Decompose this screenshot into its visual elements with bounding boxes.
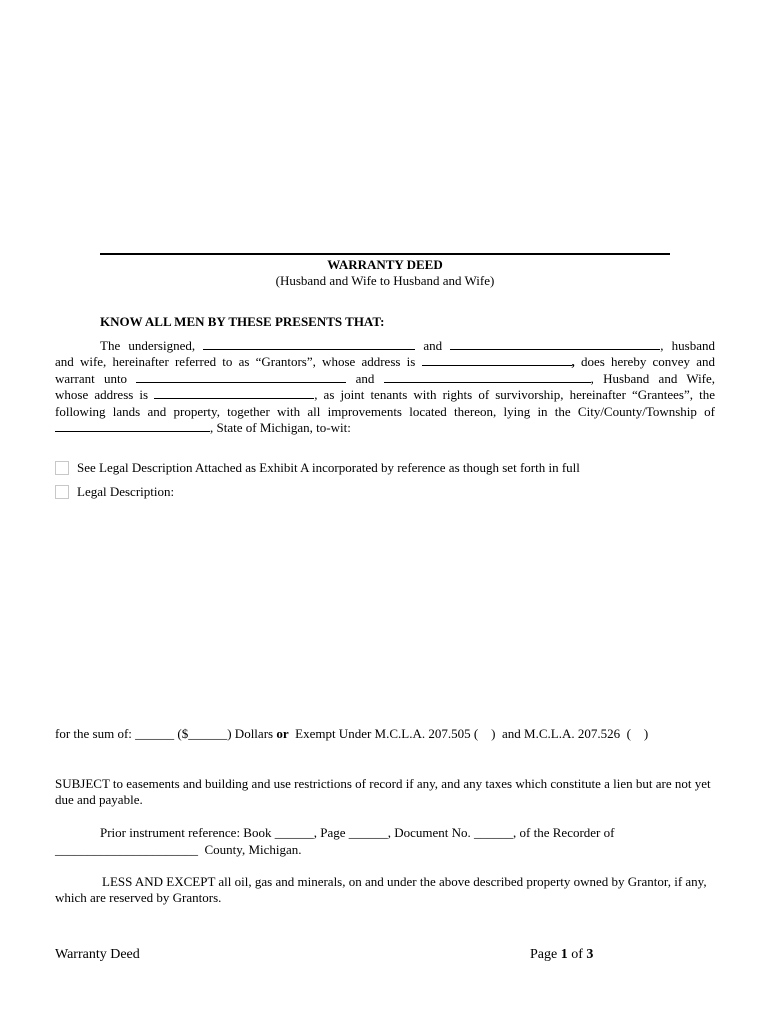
less-and-except-paragraph: LESS AND EXCEPT all oil, gas and minerals, on and under the above described property owned by Grantor, if any, which are reserved by Grantors. (55, 874, 707, 906)
consideration-line: for the sum of: ______ ($______) Dollars or Exempt Under M.C.L.A. 207.505 ( ) and M.C.L.A. 207.526 ( ) (55, 726, 649, 741)
subject-paragraph: SUBJECT to easements and building and use restrictions of record if any, and any taxes which constitute a lien but are not yet due and payable. (55, 776, 711, 808)
para-line-4: whose address is , as joint tenants with rights of survivorship, hereinafter “Grantees”, the (55, 387, 715, 403)
conveyance-paragraph (55, 338, 715, 436)
prior-instrument-line-2: ______________________ County, Michigan. (55, 842, 302, 857)
document-title: WARRANTY DEED (327, 257, 443, 272)
legal-description-option[interactable] (55, 484, 174, 500)
para-line-5: following lands and property, together with all improvements located thereon, lying in the City/County/Township of (55, 403, 715, 419)
footer-title: Warranty Deed (55, 947, 140, 962)
exhibit-a-label: See Legal Description Attached as Exhibit A incorporated by reference as though set forth in full (77, 460, 580, 475)
municipality-blank[interactable] (55, 420, 210, 432)
grantor-2-blank[interactable] (450, 338, 660, 350)
grantor-1-blank[interactable] (203, 338, 415, 350)
exhibit-a-checkbox[interactable] (55, 461, 69, 475)
prior-instrument-line-1: Prior instrument reference: Book ______, Page ______, Document No. ______, of the Recorder of (100, 825, 615, 840)
know-all-men-heading: KNOW ALL MEN BY THESE PRESENTS THAT: (100, 314, 385, 329)
para-line-6: , State of Michigan, to-wit: (55, 420, 715, 436)
grantee-2-blank[interactable] (384, 371, 591, 383)
para-line-2: and wife, hereinafter referred to as “Grantors”, whose address is , does hereby convey and (55, 354, 716, 370)
page-indicator: Page 1 of 3 (530, 947, 594, 962)
header-rule (100, 253, 670, 255)
legal-description-label: Legal Description: (77, 484, 175, 499)
exhibit-a-option[interactable] (55, 460, 580, 476)
para-line-1: The undersigned, and , husband (100, 338, 715, 353)
grantee-address-blank[interactable] (154, 387, 314, 399)
grantor-address-blank[interactable] (422, 354, 572, 366)
para-line-3: warrant unto and , Husband and Wife, (55, 370, 716, 386)
legal-description-checkbox[interactable] (55, 485, 69, 499)
grantee-1-blank[interactable] (136, 371, 346, 383)
document-subtitle: (Husband and Wife to Husband and Wife) (275, 273, 495, 288)
